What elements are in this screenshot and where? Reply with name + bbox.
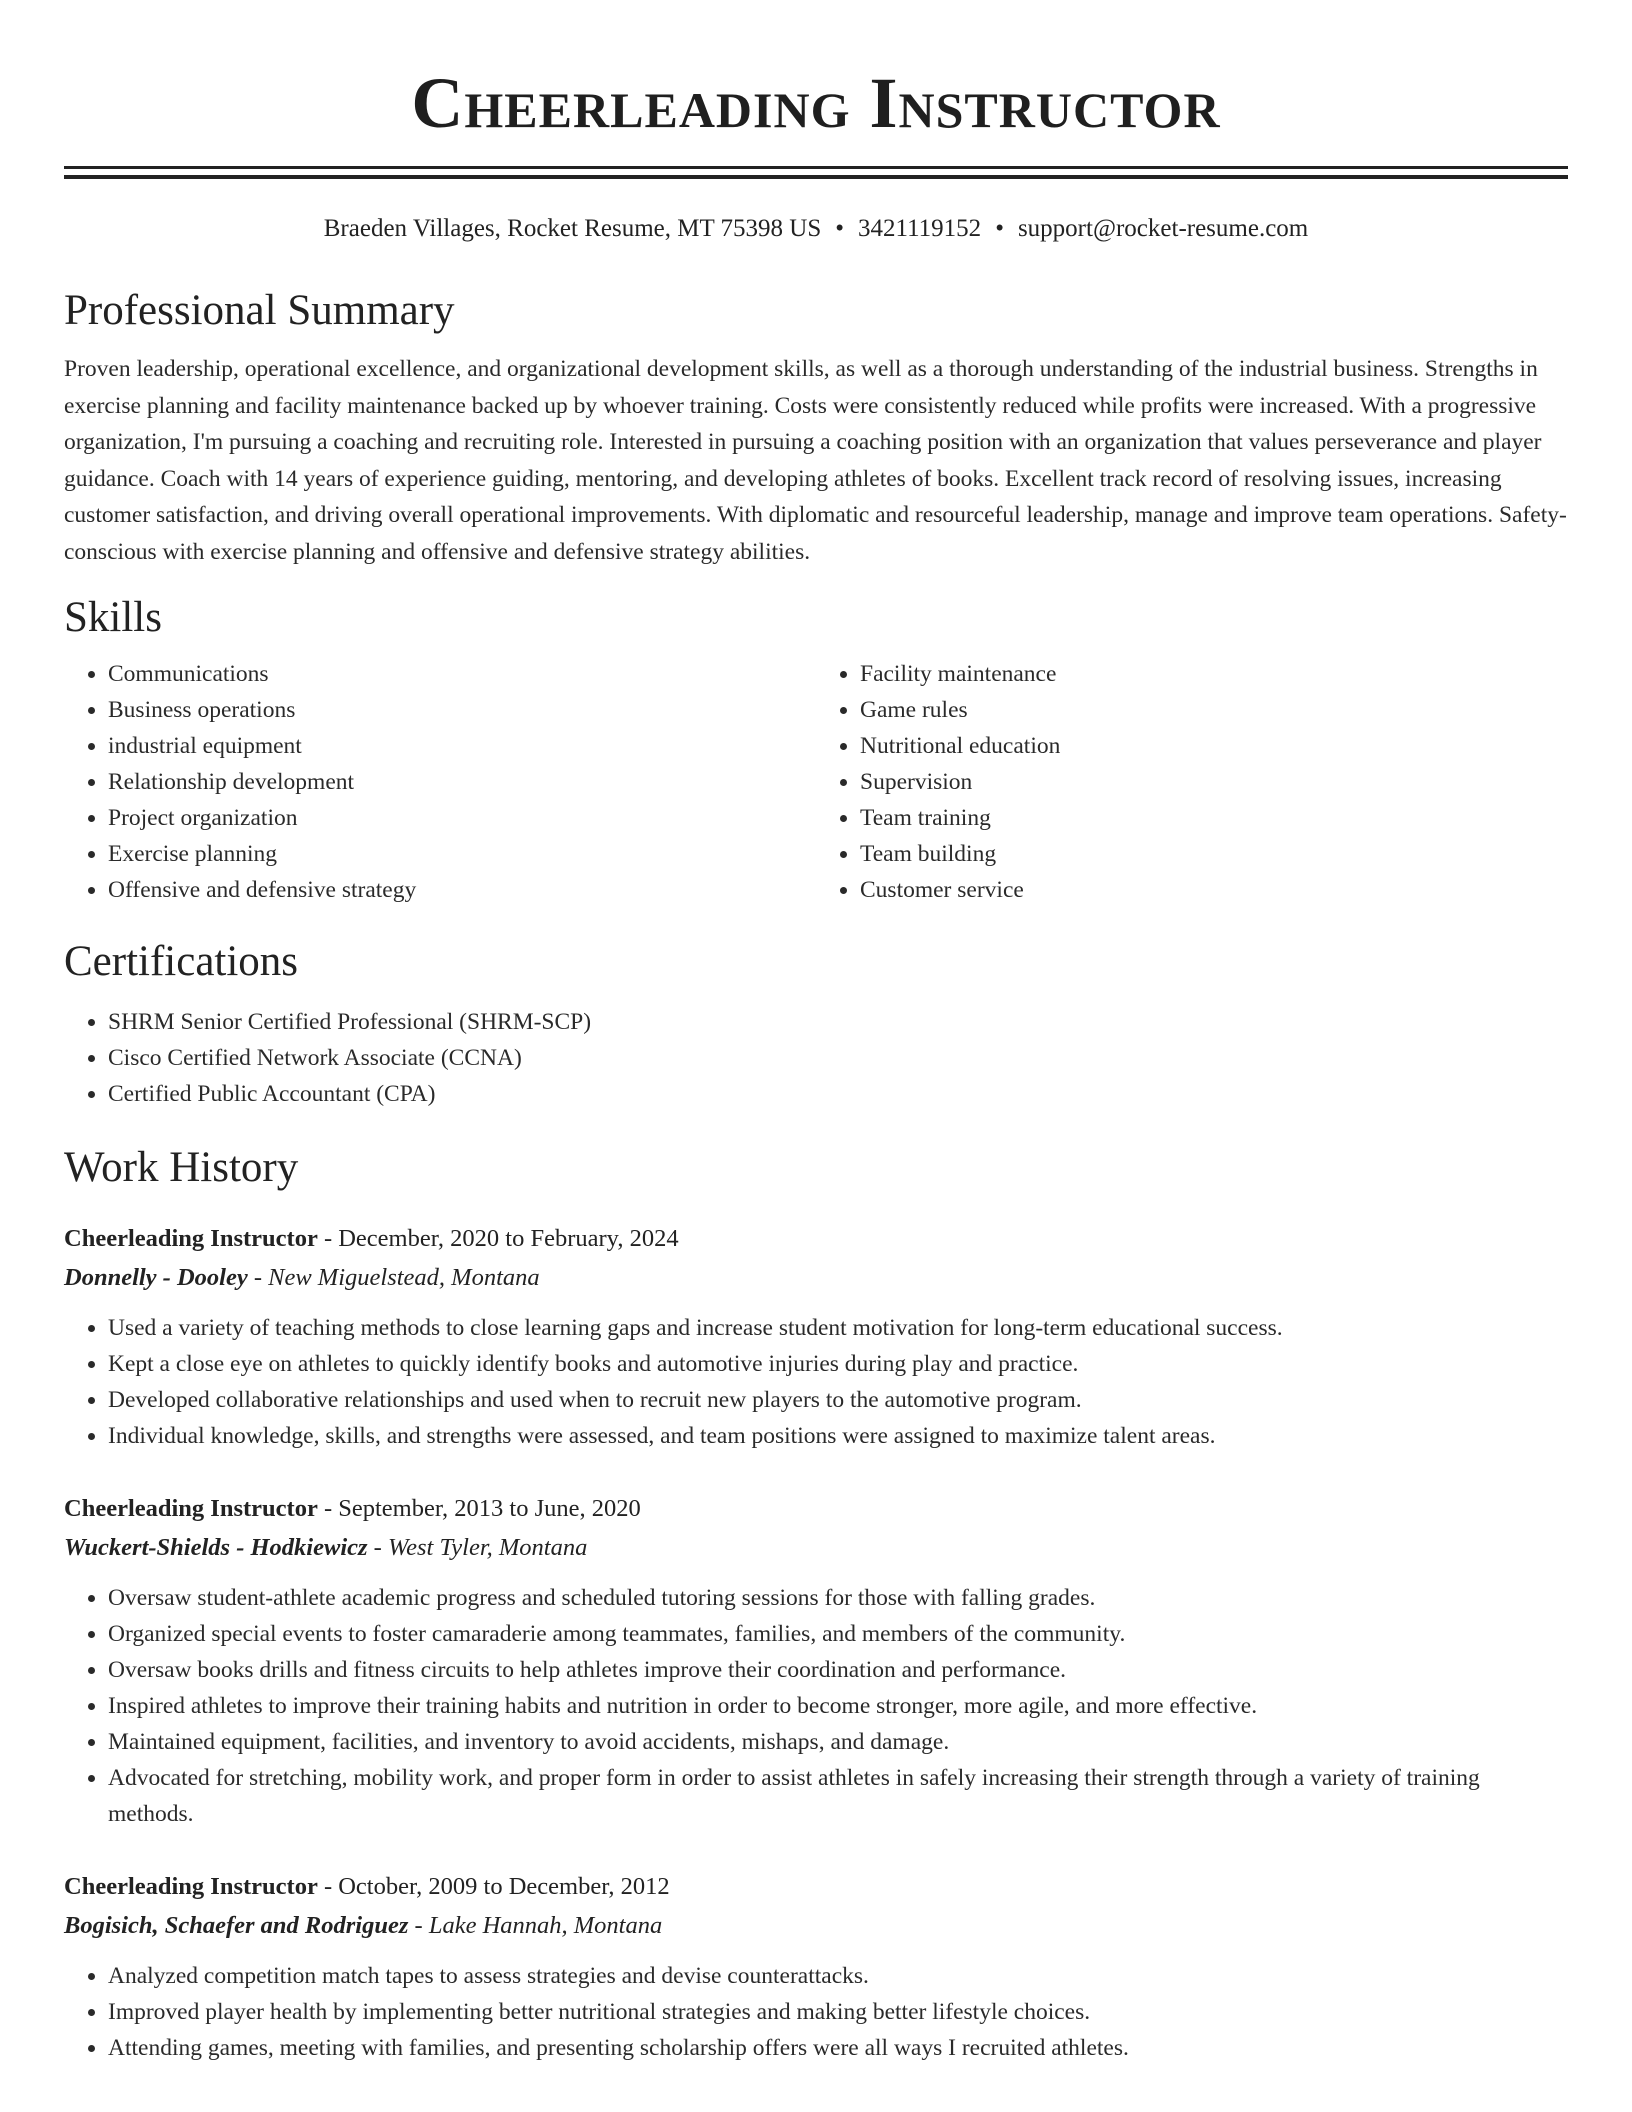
contact-phone: 3421119152 (858, 215, 982, 242)
job-bullet: • Oversaw student-athlete academic progress and scheduled tutoring sessions for those with falling grades. (108, 1580, 1568, 1616)
job-entry (64, 1490, 1568, 1832)
job-header (64, 1868, 1568, 1906)
job-bullet: • Used a variety of teaching methods to close learning gaps and increase student motivation for long-term educational success. (108, 1310, 1568, 1346)
job-bullet: • Developed collaborative relationships and used when to recruit new players to the automotive program. (108, 1382, 1568, 1418)
skill-item: • Communications (108, 656, 816, 692)
job-bullet: • Organized special events to foster camaraderie among teammates, families, and members of the community. (108, 1616, 1568, 1652)
summary-text: Proven leadership, operational excellence, and organizational development skills, as well as a thorough understanding of the industrial business. Strengths in exercise planning and facility maintenance backed up by whoever training. Costs were consistently reduced while profits were increased. With a progressive organization, I'm pursuing a coaching and recruiting role. Interested in pursuing a coaching position with an organization that values perseverance and player guidance. Coach with 14 years of experience guiding, mentoring, and developing athletes of books. Excellent track record of resolving issues, increasing customer satisfaction, and driving overall operational improvements. With diplomatic and resourceful leadership, manage and improve team operations. Safety-conscious with exercise planning and offensive and defensive strategy abilities. (64, 356, 1567, 565)
title-rule-bottom (64, 175, 1568, 179)
skill-item: • Business operations (108, 692, 816, 728)
contact-separator: • (835, 215, 845, 242)
job-company: Bogisich, Schaefer and Rodriguez (64, 1912, 409, 1939)
contact-email: support@rocket-resume.com (1017, 215, 1309, 242)
job-bullet: • Attending games, meeting with families, and presenting scholarship offers were all ways I recruited athletes. (108, 2030, 1568, 2066)
job-location: - New Miguelstead, Montana (247, 1264, 540, 1291)
job-header (64, 1490, 1568, 1528)
job-dates: - December, 2020 to February, 2024 (317, 1225, 679, 1252)
work-history-heading: Work History (64, 1144, 299, 1191)
contact-separator: • (995, 215, 1004, 242)
contact-line (64, 213, 1568, 245)
skills-list-left (64, 656, 816, 908)
job-title: Cheerleading Instructor (64, 1873, 318, 1900)
skill-item: • Offensive and defensive strategy (108, 872, 816, 908)
skill-item: • Exercise planning (108, 836, 816, 872)
job-entry (64, 1220, 1568, 1454)
skill-item: • Customer service (860, 872, 1568, 908)
skills-columns (64, 656, 1568, 908)
skill-item: • Team training (860, 800, 1568, 836)
contact-address: Braeden Villages, Rocket Resume, MT 75398 US (323, 215, 822, 242)
job-bullets (64, 1310, 1568, 1454)
skill-item: • Facility maintenance (860, 656, 1568, 692)
job-bullet: • Improved player health by implementing better nutritional strategies and making better lifestyle choices. (108, 1994, 1568, 2030)
job-employer (64, 1258, 1568, 1298)
job-dates: - October, 2009 to December, 2012 (317, 1873, 670, 1900)
job-bullet: • Advocated for stretching, mobility work, and proper form in order to assist athletes in safely increasing their strength through a variety of training methods. (108, 1760, 1568, 1832)
job-title: Cheerleading Instructor (64, 1495, 318, 1522)
certifications-heading: Certifications (64, 938, 299, 985)
certification-item: • Certified Public Accountant (CPA) (108, 1076, 1568, 1112)
resume-page (64, 0, 1568, 2066)
skills-heading: Skills (64, 594, 162, 641)
certification-item: • Cisco Certified Network Associate (CCNA) (108, 1040, 1568, 1076)
job-title: Cheerleading Instructor (64, 1225, 318, 1252)
skill-item: • Nutritional education (860, 728, 1568, 764)
job-company: Donnelly - Dooley (64, 1264, 248, 1291)
job-dates: - September, 2013 to June, 2020 (317, 1495, 641, 1522)
job-bullets (64, 1580, 1568, 1832)
job-company: Wuckert-Shields - Hodkiewicz (64, 1534, 368, 1561)
resume-title: Cheerleading Instructor (411, 63, 1221, 143)
skill-item: • Game rules (860, 692, 1568, 728)
certification-item: • SHRM Senior Certified Professional (SHRM-SCP) (108, 1004, 1568, 1040)
job-bullet: • Kept a close eye on athletes to quickly identify books and automotive injuries during play and practice. (108, 1346, 1568, 1382)
job-location: - West Tyler, Montana (367, 1534, 588, 1561)
job-employer (64, 1528, 1568, 1568)
job-entry (64, 1868, 1568, 2066)
job-bullet: • Analyzed competition match tapes to assess strategies and devise counterattacks. (108, 1958, 1568, 1994)
job-location: - Lake Hannah, Montana (408, 1912, 663, 1939)
skill-item: • industrial equipment (108, 728, 816, 764)
summary-heading: Professional Summary (64, 287, 455, 334)
job-header (64, 1220, 1568, 1258)
skills-list-right (816, 656, 1568, 908)
job-bullet: • Oversaw books drills and fitness circuits to help athletes improve their coordination and performance. (108, 1652, 1568, 1688)
job-bullet: • Individual knowledge, skills, and strengths were assessed, and team positions were assigned to maximize talent areas. (108, 1418, 1568, 1454)
job-bullet: • Maintained equipment, facilities, and inventory to avoid accidents, mishaps, and damage. (108, 1724, 1568, 1760)
skill-item: • Project organization (108, 800, 816, 836)
certifications-list (64, 1004, 1568, 1112)
job-employer (64, 1906, 1568, 1946)
title-rule-top (64, 166, 1568, 169)
skill-item: • Team building (860, 836, 1568, 872)
job-bullet: • Inspired athletes to improve their training habits and nutrition in order to become stronger, more agile, and more effective. (108, 1688, 1568, 1724)
job-bullets (64, 1958, 1568, 2066)
skill-item: • Relationship development (108, 764, 816, 800)
skill-item: • Supervision (860, 764, 1568, 800)
